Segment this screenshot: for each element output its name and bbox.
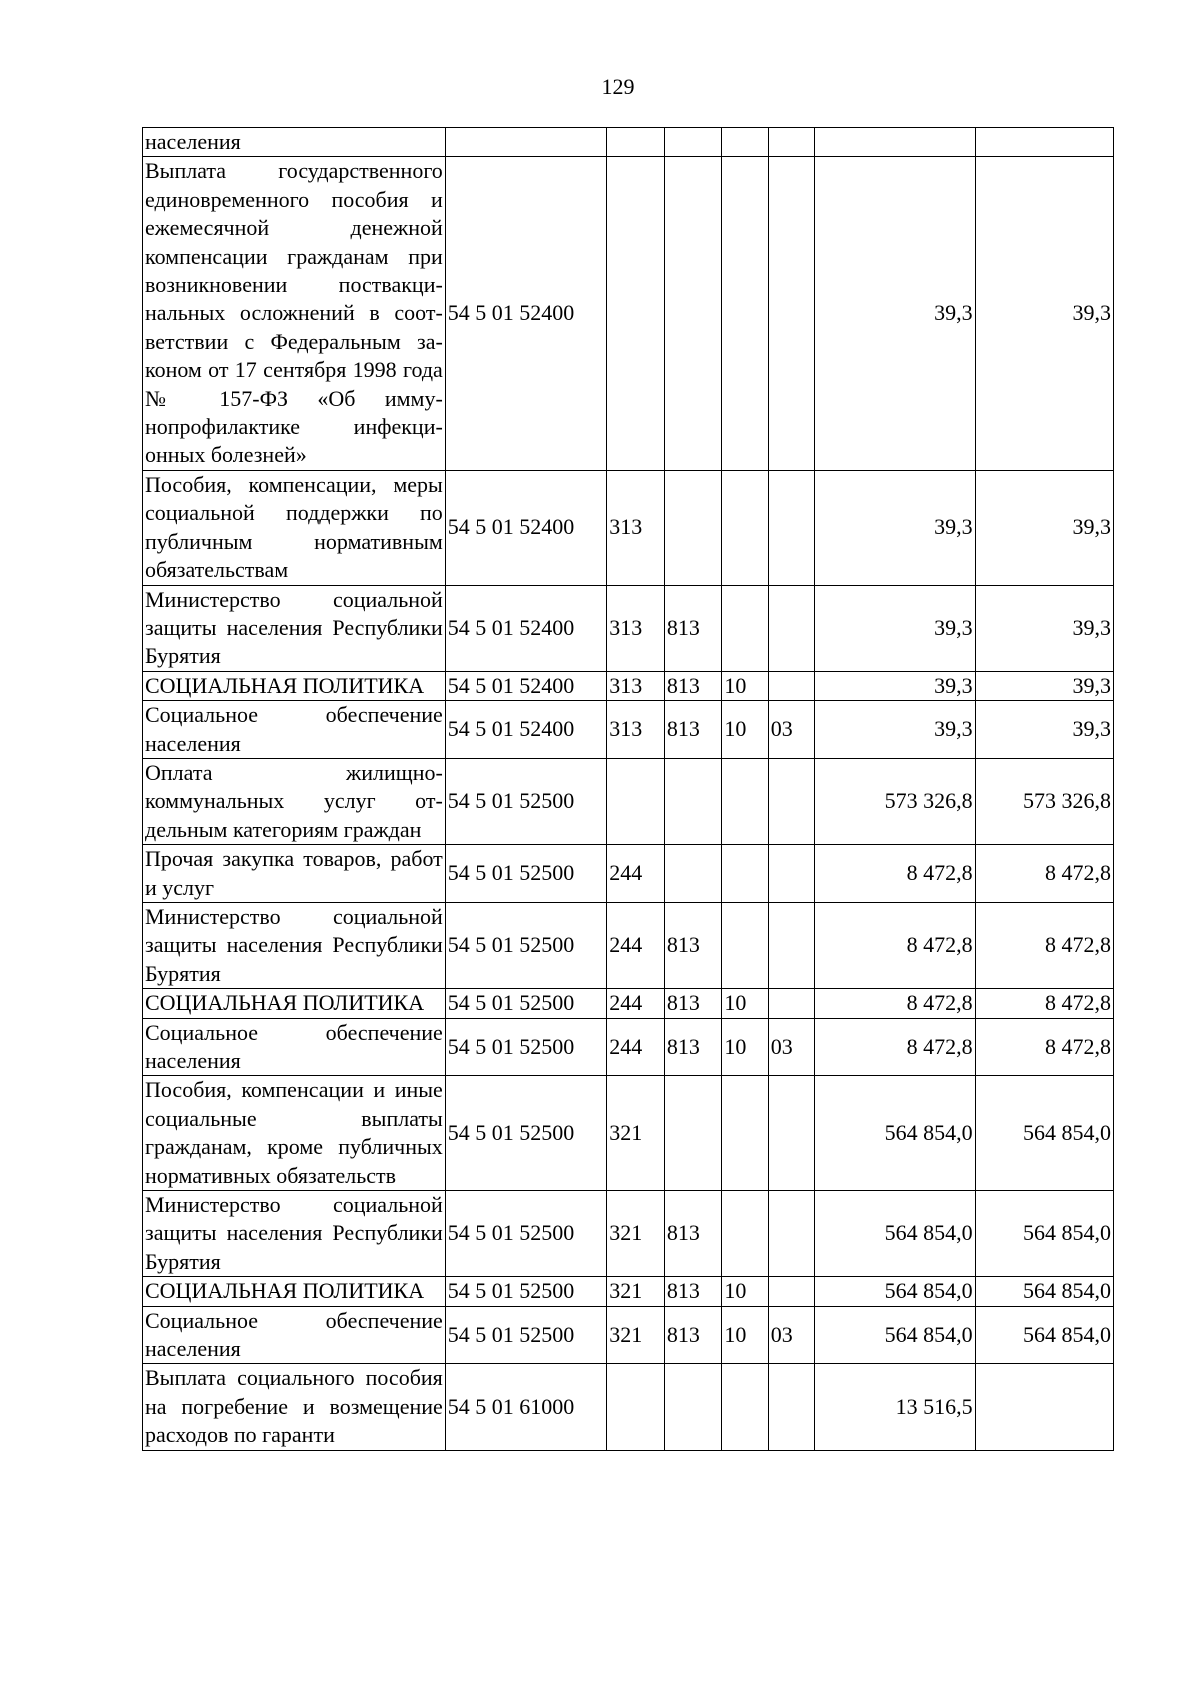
row-pr-cell bbox=[768, 128, 814, 157]
row-vr-cell: 313 bbox=[607, 585, 665, 671]
table-row bbox=[143, 157, 1114, 470]
row-rz-cell bbox=[722, 470, 768, 585]
row-sum2-cell: 39,3 bbox=[975, 470, 1113, 585]
row-rz-cell: 10 bbox=[722, 989, 768, 1018]
row-code-cell: 54 5 01 52400 bbox=[445, 585, 606, 671]
row-vr-cell: 313 bbox=[607, 671, 665, 700]
row-pr-cell bbox=[768, 1191, 814, 1277]
row-grbs-cell: 813 bbox=[664, 701, 722, 759]
row-sum1-cell: 39,3 bbox=[815, 671, 975, 700]
row-pr-cell bbox=[768, 470, 814, 585]
row-name-cell: Пособия, компенсации, меры социальной поддержки по публичным нормативным обязательствам bbox=[143, 470, 446, 585]
row-sum1-cell: 564 854,0 bbox=[815, 1277, 975, 1306]
row-pr-cell bbox=[768, 157, 814, 470]
table-body bbox=[143, 128, 1114, 1451]
row-pr-cell: 03 bbox=[768, 701, 814, 759]
row-sum1-cell: 564 854,0 bbox=[815, 1076, 975, 1191]
row-rz-cell bbox=[722, 845, 768, 903]
row-vr-cell: 321 bbox=[607, 1191, 665, 1277]
row-rz-cell bbox=[722, 128, 768, 157]
row-pr-cell bbox=[768, 1076, 814, 1191]
row-grbs-cell: 813 bbox=[664, 585, 722, 671]
row-sum2-cell: 8 472,8 bbox=[975, 845, 1113, 903]
row-vr-cell: 321 bbox=[607, 1277, 665, 1306]
table-row bbox=[143, 989, 1114, 1018]
row-grbs-cell: 813 bbox=[664, 1277, 722, 1306]
row-code-cell: 54 5 01 52500 bbox=[445, 1306, 606, 1364]
row-rz-cell: 10 bbox=[722, 671, 768, 700]
table-row bbox=[143, 1191, 1114, 1277]
table-row bbox=[143, 585, 1114, 671]
table-row bbox=[143, 701, 1114, 759]
row-rz-cell bbox=[722, 758, 768, 844]
row-name-cell: Министерство социальной защиты населения Республики Бурятия bbox=[143, 1191, 446, 1277]
table-row bbox=[143, 902, 1114, 988]
table-row bbox=[143, 1277, 1114, 1306]
row-sum2-cell bbox=[975, 128, 1113, 157]
row-sum2-cell: 564 854,0 bbox=[975, 1076, 1113, 1191]
row-sum1-cell bbox=[815, 128, 975, 157]
row-sum2-cell: 8 472,8 bbox=[975, 1018, 1113, 1076]
row-vr-cell bbox=[607, 1364, 665, 1450]
row-code-cell: 54 5 01 61000 bbox=[445, 1364, 606, 1450]
row-grbs-cell: 813 bbox=[664, 989, 722, 1018]
row-sum1-cell: 573 326,8 bbox=[815, 758, 975, 844]
row-vr-cell bbox=[607, 157, 665, 470]
row-rz-cell: 10 bbox=[722, 1018, 768, 1076]
row-rz-cell bbox=[722, 585, 768, 671]
row-sum2-cell: 39,3 bbox=[975, 671, 1113, 700]
row-rz-cell: 10 bbox=[722, 1277, 768, 1306]
row-sum1-cell: 13 516,5 bbox=[815, 1364, 975, 1450]
row-pr-cell bbox=[768, 671, 814, 700]
row-code-cell: 54 5 01 52500 bbox=[445, 1018, 606, 1076]
row-name-cell: Пособия, компенсации и иные социальные выплаты гражданам, кроме публичных нормативных обязательств bbox=[143, 1076, 446, 1191]
row-pr-cell: 03 bbox=[768, 1306, 814, 1364]
row-code-cell: 54 5 01 52500 bbox=[445, 902, 606, 988]
row-grbs-cell bbox=[664, 157, 722, 470]
row-vr-cell: 244 bbox=[607, 845, 665, 903]
row-name-cell: Оплата жилищно-коммунальных услуг отдельным категориям граждан bbox=[143, 758, 446, 844]
row-name-cell: СОЦИАЛЬНАЯ ПОЛИТИКА bbox=[143, 989, 446, 1018]
row-code-cell: 54 5 01 52500 bbox=[445, 1277, 606, 1306]
table-row bbox=[143, 671, 1114, 700]
row-sum1-cell: 39,3 bbox=[815, 470, 975, 585]
row-sum1-cell: 8 472,8 bbox=[815, 845, 975, 903]
row-sum1-cell: 564 854,0 bbox=[815, 1306, 975, 1364]
row-code-cell: 54 5 01 52500 bbox=[445, 1076, 606, 1191]
row-name-cell: Социальное обеспечение населения bbox=[143, 1018, 446, 1076]
row-sum1-cell: 564 854,0 bbox=[815, 1191, 975, 1277]
row-sum1-cell: 8 472,8 bbox=[815, 989, 975, 1018]
row-code-cell: 54 5 01 52400 bbox=[445, 671, 606, 700]
row-sum2-cell: 39,3 bbox=[975, 701, 1113, 759]
row-rz-cell: 10 bbox=[722, 1306, 768, 1364]
row-rz-cell bbox=[722, 1076, 768, 1191]
row-rz-cell bbox=[722, 157, 768, 470]
row-name-cell: Социальное обеспечение населения bbox=[143, 1306, 446, 1364]
row-pr-cell bbox=[768, 902, 814, 988]
row-sum2-cell: 573 326,8 bbox=[975, 758, 1113, 844]
row-grbs-cell bbox=[664, 1076, 722, 1191]
row-code-cell bbox=[445, 128, 606, 157]
row-pr-cell bbox=[768, 845, 814, 903]
row-vr-cell: 244 bbox=[607, 1018, 665, 1076]
row-vr-cell: 244 bbox=[607, 902, 665, 988]
row-code-cell: 54 5 01 52500 bbox=[445, 845, 606, 903]
row-name-cell: Министерство социальной защиты населения Республики Бурятия bbox=[143, 585, 446, 671]
row-grbs-cell bbox=[664, 470, 722, 585]
row-vr-cell: 313 bbox=[607, 470, 665, 585]
row-vr-cell: 244 bbox=[607, 989, 665, 1018]
row-name-cell: Прочая закупка товаров, работ и услуг bbox=[143, 845, 446, 903]
row-sum2-cell: 39,3 bbox=[975, 585, 1113, 671]
row-grbs-cell: 813 bbox=[664, 1018, 722, 1076]
row-grbs-cell bbox=[664, 1364, 722, 1450]
row-sum1-cell: 39,3 bbox=[815, 585, 975, 671]
row-grbs-cell: 813 bbox=[664, 1191, 722, 1277]
row-grbs-cell bbox=[664, 128, 722, 157]
budget-table bbox=[142, 127, 1114, 1451]
table-row bbox=[143, 1306, 1114, 1364]
row-name-cell: Выплата социального пособия на погребение и возмещение расходов по гаранти bbox=[143, 1364, 446, 1450]
table-row bbox=[143, 1018, 1114, 1076]
row-pr-cell: 03 bbox=[768, 1018, 814, 1076]
row-sum2-cell: 564 854,0 bbox=[975, 1191, 1113, 1277]
row-sum1-cell: 39,3 bbox=[815, 157, 975, 470]
row-vr-cell: 321 bbox=[607, 1306, 665, 1364]
row-rz-cell: 10 bbox=[722, 701, 768, 759]
row-pr-cell bbox=[768, 989, 814, 1018]
row-name-cell: СОЦИАЛЬНАЯ ПОЛИТИКА bbox=[143, 1277, 446, 1306]
row-rz-cell bbox=[722, 1191, 768, 1277]
row-grbs-cell: 813 bbox=[664, 902, 722, 988]
row-sum1-cell: 8 472,8 bbox=[815, 1018, 975, 1076]
row-sum1-cell: 8 472,8 bbox=[815, 902, 975, 988]
row-code-cell: 54 5 01 52400 bbox=[445, 157, 606, 470]
row-code-cell: 54 5 01 52500 bbox=[445, 1191, 606, 1277]
table-row bbox=[143, 1076, 1114, 1191]
row-pr-cell bbox=[768, 758, 814, 844]
page-number: 129 bbox=[601, 74, 635, 99]
row-sum2-cell: 8 472,8 bbox=[975, 902, 1113, 988]
table-row bbox=[143, 758, 1114, 844]
row-code-cell: 54 5 01 52400 bbox=[445, 701, 606, 759]
table-row bbox=[143, 470, 1114, 585]
row-pr-cell bbox=[768, 585, 814, 671]
row-pr-cell bbox=[768, 1364, 814, 1450]
row-name-cell: СОЦИАЛЬНАЯ ПОЛИТИКА bbox=[143, 671, 446, 700]
table-row bbox=[143, 845, 1114, 903]
row-name-cell: Социальное обеспечение населения bbox=[143, 701, 446, 759]
row-name-cell: Министерство социальной защиты населения Республики Бурятия bbox=[143, 902, 446, 988]
row-pr-cell bbox=[768, 1277, 814, 1306]
row-sum2-cell: 8 472,8 bbox=[975, 989, 1113, 1018]
row-name-cell: Выплата государственного единовременного пособия и ежемесячной денежной компенсации гражданам при возникновении поствакцинальных осложнений в соответствии с Федеральным законом от 17 сентября 1998 года № 157-ФЗ «Об иммунопрофилактике инфекционных болезней» bbox=[143, 157, 446, 470]
row-sum2-cell: 39,3 bbox=[975, 157, 1113, 470]
row-grbs-cell: 813 bbox=[664, 1306, 722, 1364]
row-grbs-cell bbox=[664, 758, 722, 844]
row-name-cell: населения bbox=[143, 128, 446, 157]
row-code-cell: 54 5 01 52500 bbox=[445, 758, 606, 844]
row-grbs-cell bbox=[664, 845, 722, 903]
row-rz-cell bbox=[722, 1364, 768, 1450]
row-code-cell: 54 5 01 52500 bbox=[445, 989, 606, 1018]
row-vr-cell: 313 bbox=[607, 701, 665, 759]
row-sum2-cell: 564 854,0 bbox=[975, 1277, 1113, 1306]
row-grbs-cell: 813 bbox=[664, 671, 722, 700]
row-sum2-cell bbox=[975, 1364, 1113, 1450]
row-code-cell: 54 5 01 52400 bbox=[445, 470, 606, 585]
row-vr-cell: 321 bbox=[607, 1076, 665, 1191]
row-vr-cell bbox=[607, 128, 665, 157]
table-row bbox=[143, 128, 1114, 157]
table-row bbox=[143, 1364, 1114, 1450]
row-rz-cell bbox=[722, 902, 768, 988]
row-sum1-cell: 39,3 bbox=[815, 701, 975, 759]
row-vr-cell bbox=[607, 758, 665, 844]
row-sum2-cell: 564 854,0 bbox=[975, 1306, 1113, 1364]
